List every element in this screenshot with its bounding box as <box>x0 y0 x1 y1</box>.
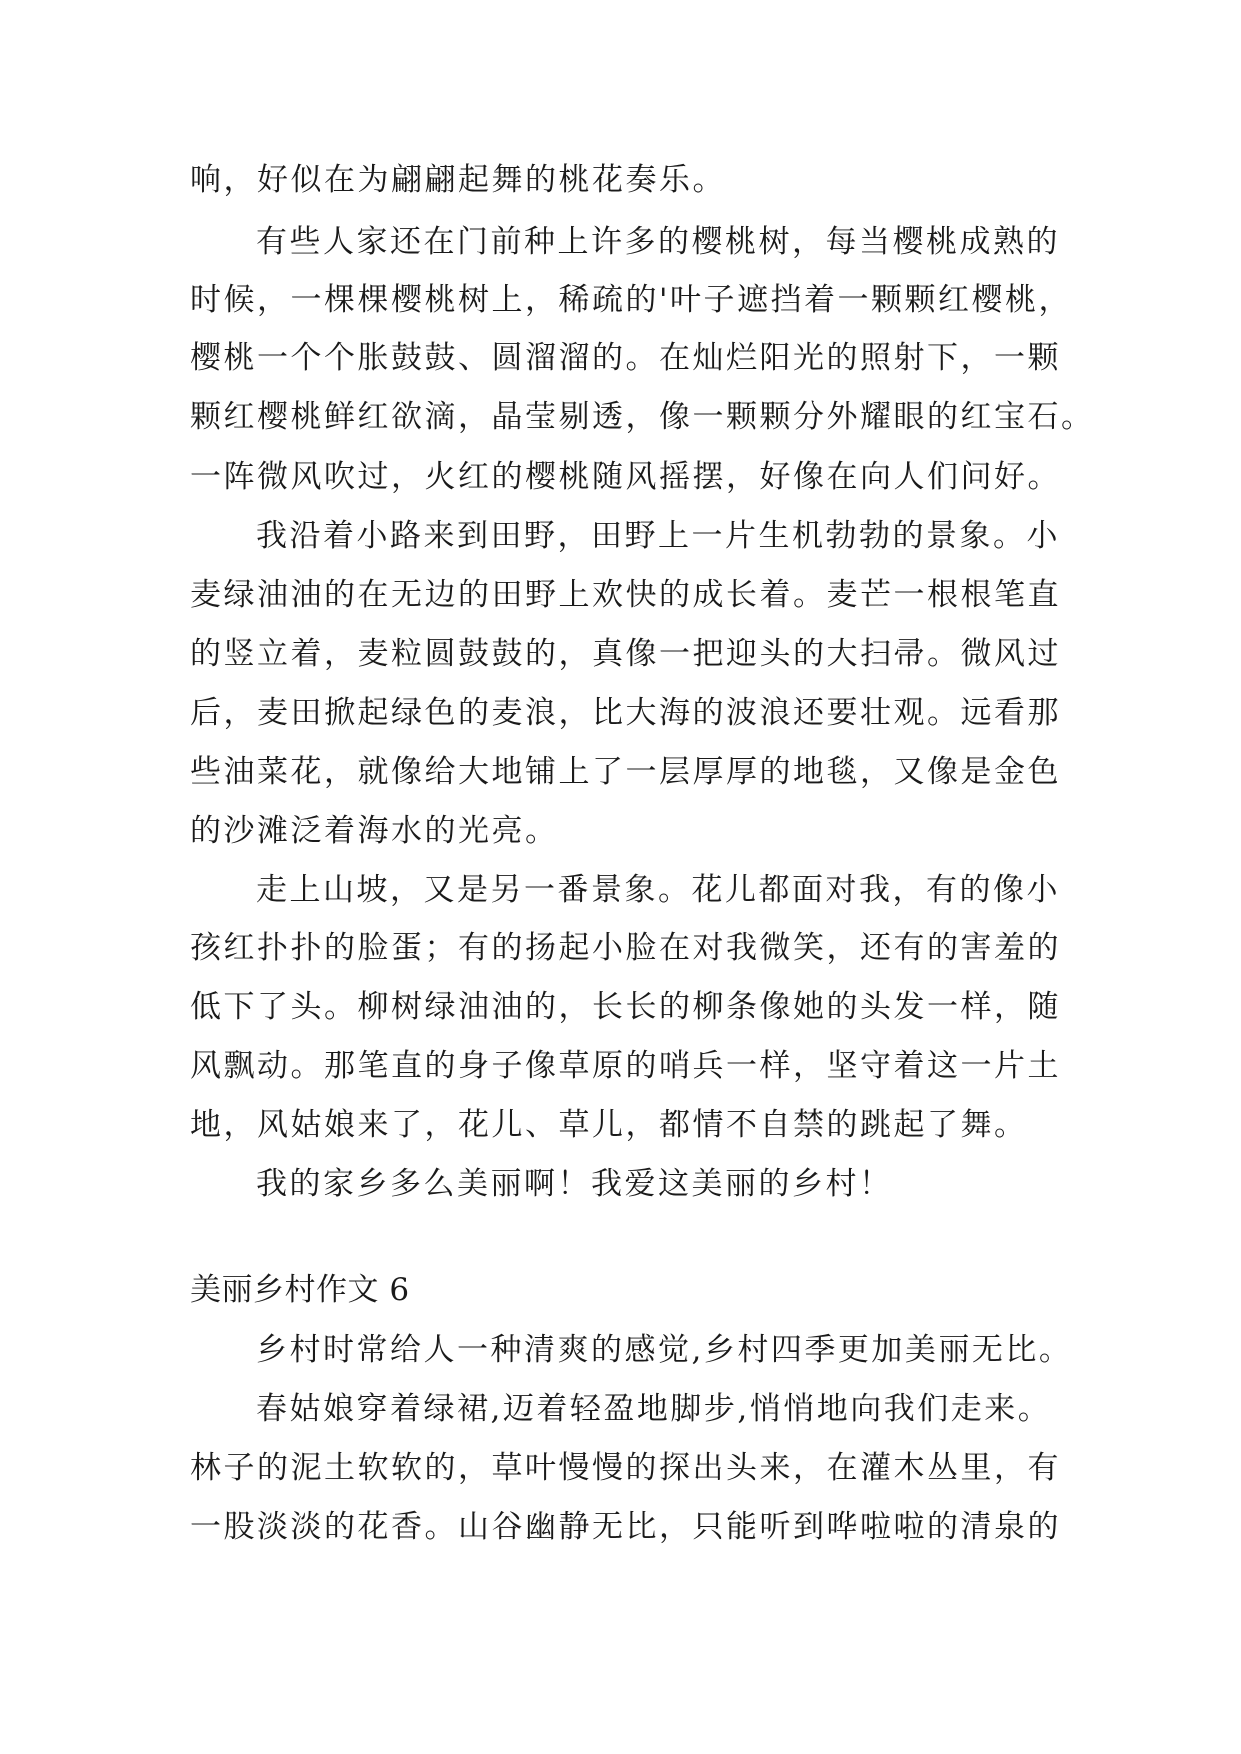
section-heading: 美丽乡村作文 6 <box>190 1272 410 1308</box>
text-line: 麦绿油油的在无边的田野上欢快的成长着。麦芒一根根笔直 <box>190 577 1061 613</box>
text-line: 低下了头。柳树绿油油的，长长的柳条像她的头发一样，随 <box>190 989 1061 1025</box>
paragraph-first-line: 乡村时常给人一种清爽的感觉,乡村四季更加美丽无比。 <box>256 1332 1073 1368</box>
text-line: 地，风姑娘来了，花儿、草儿，都情不自禁的跳起了舞。 <box>190 1107 1028 1143</box>
text-line: 后，麦田掀起绿色的麦浪，比大海的波浪还要壮观。远看那 <box>190 695 1061 731</box>
paragraph-first-line: 春姑娘穿着绿裙,迈着轻盈地脚步,悄悄地向我们走来。 <box>256 1391 1052 1427</box>
text-line: 些油菜花，就像给大地铺上了一层厚厚的地毯，又像是金色 <box>190 754 1061 790</box>
text-line: 风飘动。那笔直的身子像草原的哨兵一样，坚守着这一片土 <box>190 1048 1061 1084</box>
text-line: 的沙滩泛着海水的光亮。 <box>190 813 559 849</box>
text-line: 时候，一棵棵樱桃树上，稀疏的'叶子遮挡着一颗颗红樱桃， <box>190 282 1073 318</box>
paragraph-first-line: 有些人家还在门前种上许多的樱桃树，每当樱桃成熟的 <box>256 224 1060 260</box>
text-line: 樱桃一个个胀鼓鼓、圆溜溜的。在灿烂阳光的照射下，一颗 <box>190 340 1061 376</box>
text-line: 林子的泥土软软的，草叶慢慢的探出头来，在灌木丛里，有 <box>190 1450 1061 1486</box>
text-line: 颗红樱桃鲜红欲滴，晶莹剔透，像一颗颗分外耀眼的红宝石。 <box>190 399 1095 435</box>
paragraph-first-line: 我沿着小路来到田野，田野上一片生机勃勃的景象。小 <box>256 518 1060 554</box>
text-line: 的竖立着，麦粒圆鼓鼓的，真像一把迎头的大扫帚。微风过 <box>190 636 1061 672</box>
paragraph-first-line: 我的家乡多么美丽啊！我爱这美丽的乡村！ <box>256 1166 893 1202</box>
text-line: 孩红扑扑的脸蛋；有的扬起小脸在对我微笑，还有的害羞的 <box>190 930 1061 966</box>
paragraph-first-line: 走上山坡，又是另一番景象。花儿都面对我，有的像小 <box>256 872 1060 908</box>
text-line: 一阵微风吹过，火红的樱桃随风摇摆，好像在向人们问好。 <box>190 459 1061 495</box>
text-line: 响，好似在为翩翩起舞的桃花奏乐。 <box>190 162 726 198</box>
text-line: 一股淡淡的花香。山谷幽静无比，只能听到哗啦啦的清泉的 <box>190 1509 1061 1545</box>
